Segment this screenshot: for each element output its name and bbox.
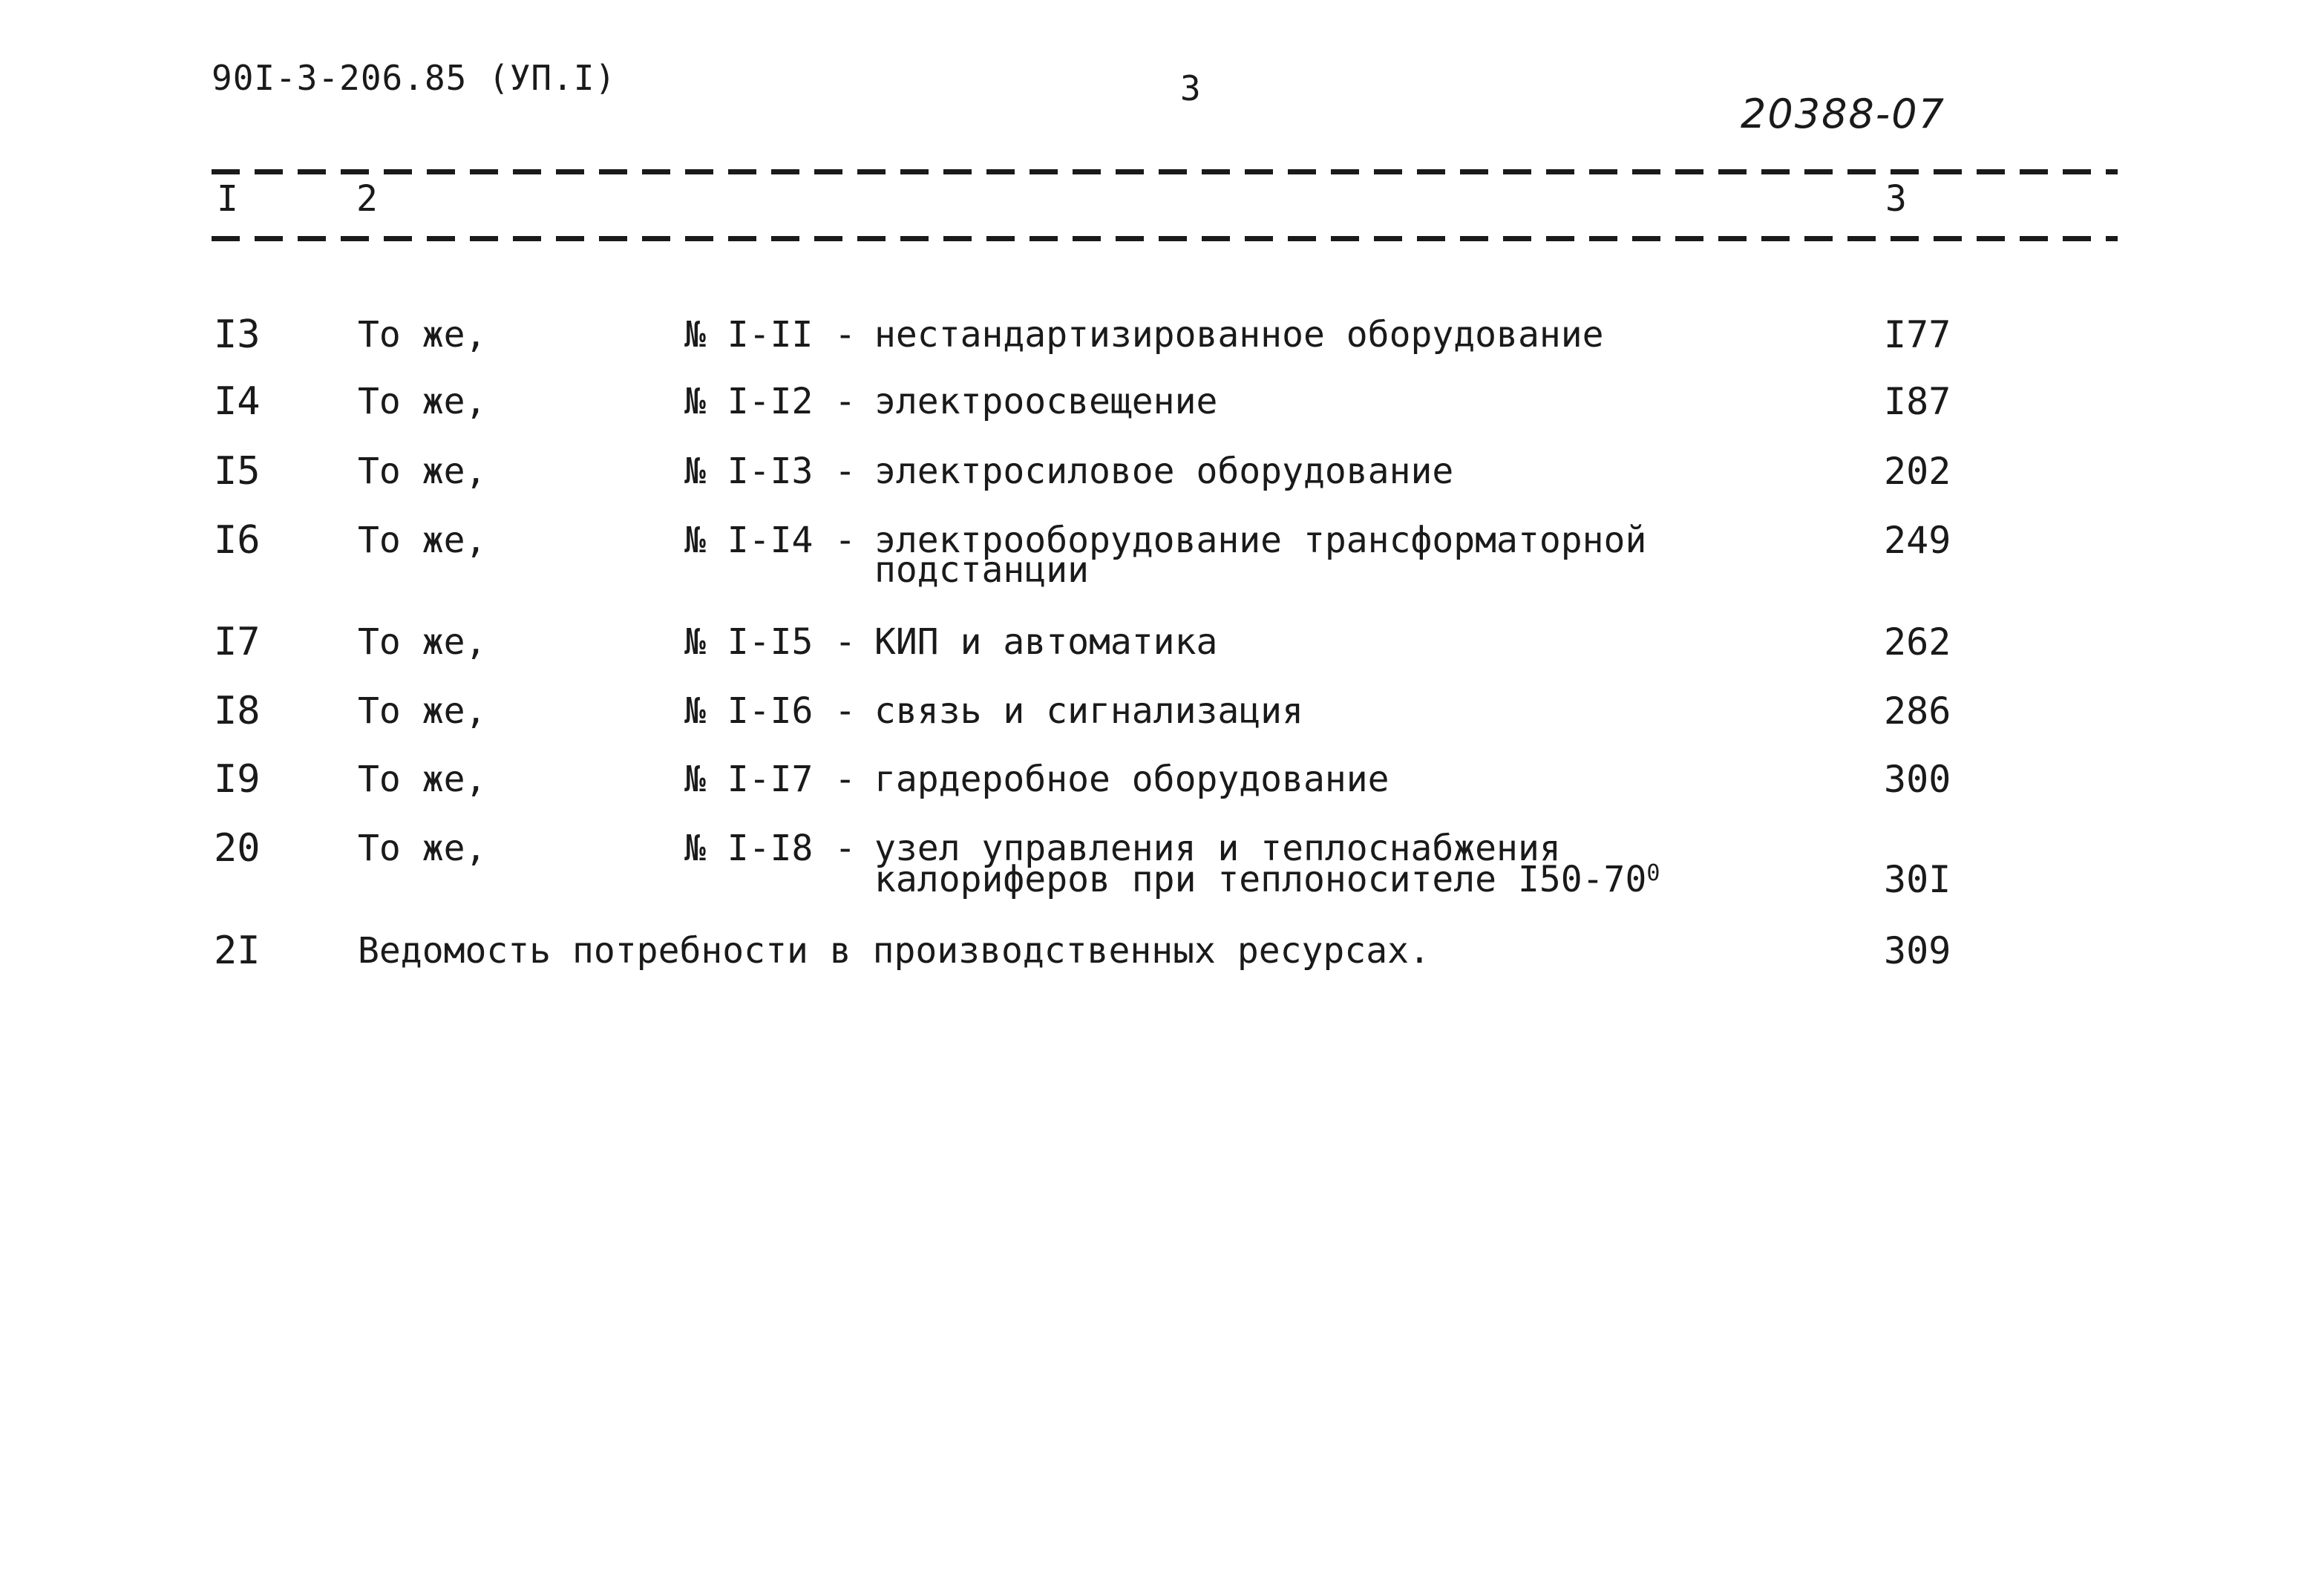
row-code: № I-I8 -: [684, 828, 857, 869]
column-header-1: I: [217, 178, 238, 220]
row-description: связь и сигнализация: [874, 690, 1303, 732]
row-description-continuation: [874, 859, 1660, 900]
row-description: КИП и автоматика: [874, 621, 1218, 663]
row-number: I5: [214, 449, 261, 494]
row-number: 20: [214, 826, 261, 871]
page-number: 3: [1180, 68, 1201, 108]
row-page: I77: [1884, 313, 1951, 356]
row-same-label: То же,: [358, 759, 487, 800]
row-number: I6: [214, 518, 261, 563]
row-description: гардеробное оборудование: [874, 759, 1390, 800]
row-same-label: То же,: [358, 621, 487, 663]
row-code: № I-I7 -: [684, 759, 857, 800]
row-page: 202: [1884, 450, 1951, 493]
row-same-label: То же,: [358, 828, 487, 869]
row-number: 2I: [214, 929, 261, 973]
row-same-label: То же,: [358, 381, 487, 422]
row-page: 262: [1884, 621, 1951, 664]
row-page: 249: [1884, 519, 1951, 562]
document-code: 90I-3-206.85 (УП.I): [212, 58, 617, 98]
column-header-3: 3: [1885, 178, 1907, 220]
row-same-label: То же,: [358, 690, 487, 732]
row-number: I4: [214, 379, 261, 424]
row-same-label: То же,: [358, 520, 487, 561]
row-description: нестандартизированное оборудование: [874, 314, 1604, 356]
row-code: № I-I3 -: [684, 451, 857, 492]
row-description-text: калориферов при теплоносителе I50-70: [874, 859, 1647, 900]
row-page: 300: [1884, 758, 1951, 801]
row-number: I3: [214, 312, 261, 357]
row-same-label: То же,: [358, 451, 487, 492]
archive-number: 20388-07: [1741, 91, 1945, 137]
row-page: 309: [1884, 929, 1951, 972]
row-description: электроосвещение: [874, 381, 1218, 422]
row-number: I7: [214, 620, 261, 664]
column-header-2: 2: [356, 178, 378, 220]
header-dashed-rule-top: [212, 169, 2118, 174]
row-full-description: Ведомость потребности в производственных ресурсах.: [358, 930, 1430, 972]
row-description: электрооборудование трансформаторной: [874, 520, 1647, 561]
row-code: № I-I4 -: [684, 520, 857, 561]
degree-superscript: 0: [1646, 860, 1660, 886]
row-number: I9: [214, 757, 261, 802]
row-code: № I-I6 -: [684, 690, 857, 732]
row-code: № I-II -: [684, 314, 857, 356]
row-page: 286: [1884, 690, 1951, 733]
row-page: 30I: [1884, 858, 1951, 901]
row-description-continuation: подстанции: [874, 549, 1089, 591]
row-code: № I-I5 -: [684, 621, 857, 663]
row-description: узел управления и теплоснабжения: [874, 828, 1561, 869]
header-dashed-rule-bottom: [212, 236, 2118, 241]
row-description: электросиловое оборудование: [874, 451, 1454, 492]
row-page: I87: [1884, 380, 1951, 423]
row-same-label: То же,: [358, 314, 487, 356]
row-code: № I-I2 -: [684, 381, 857, 422]
row-number: I8: [214, 689, 261, 733]
